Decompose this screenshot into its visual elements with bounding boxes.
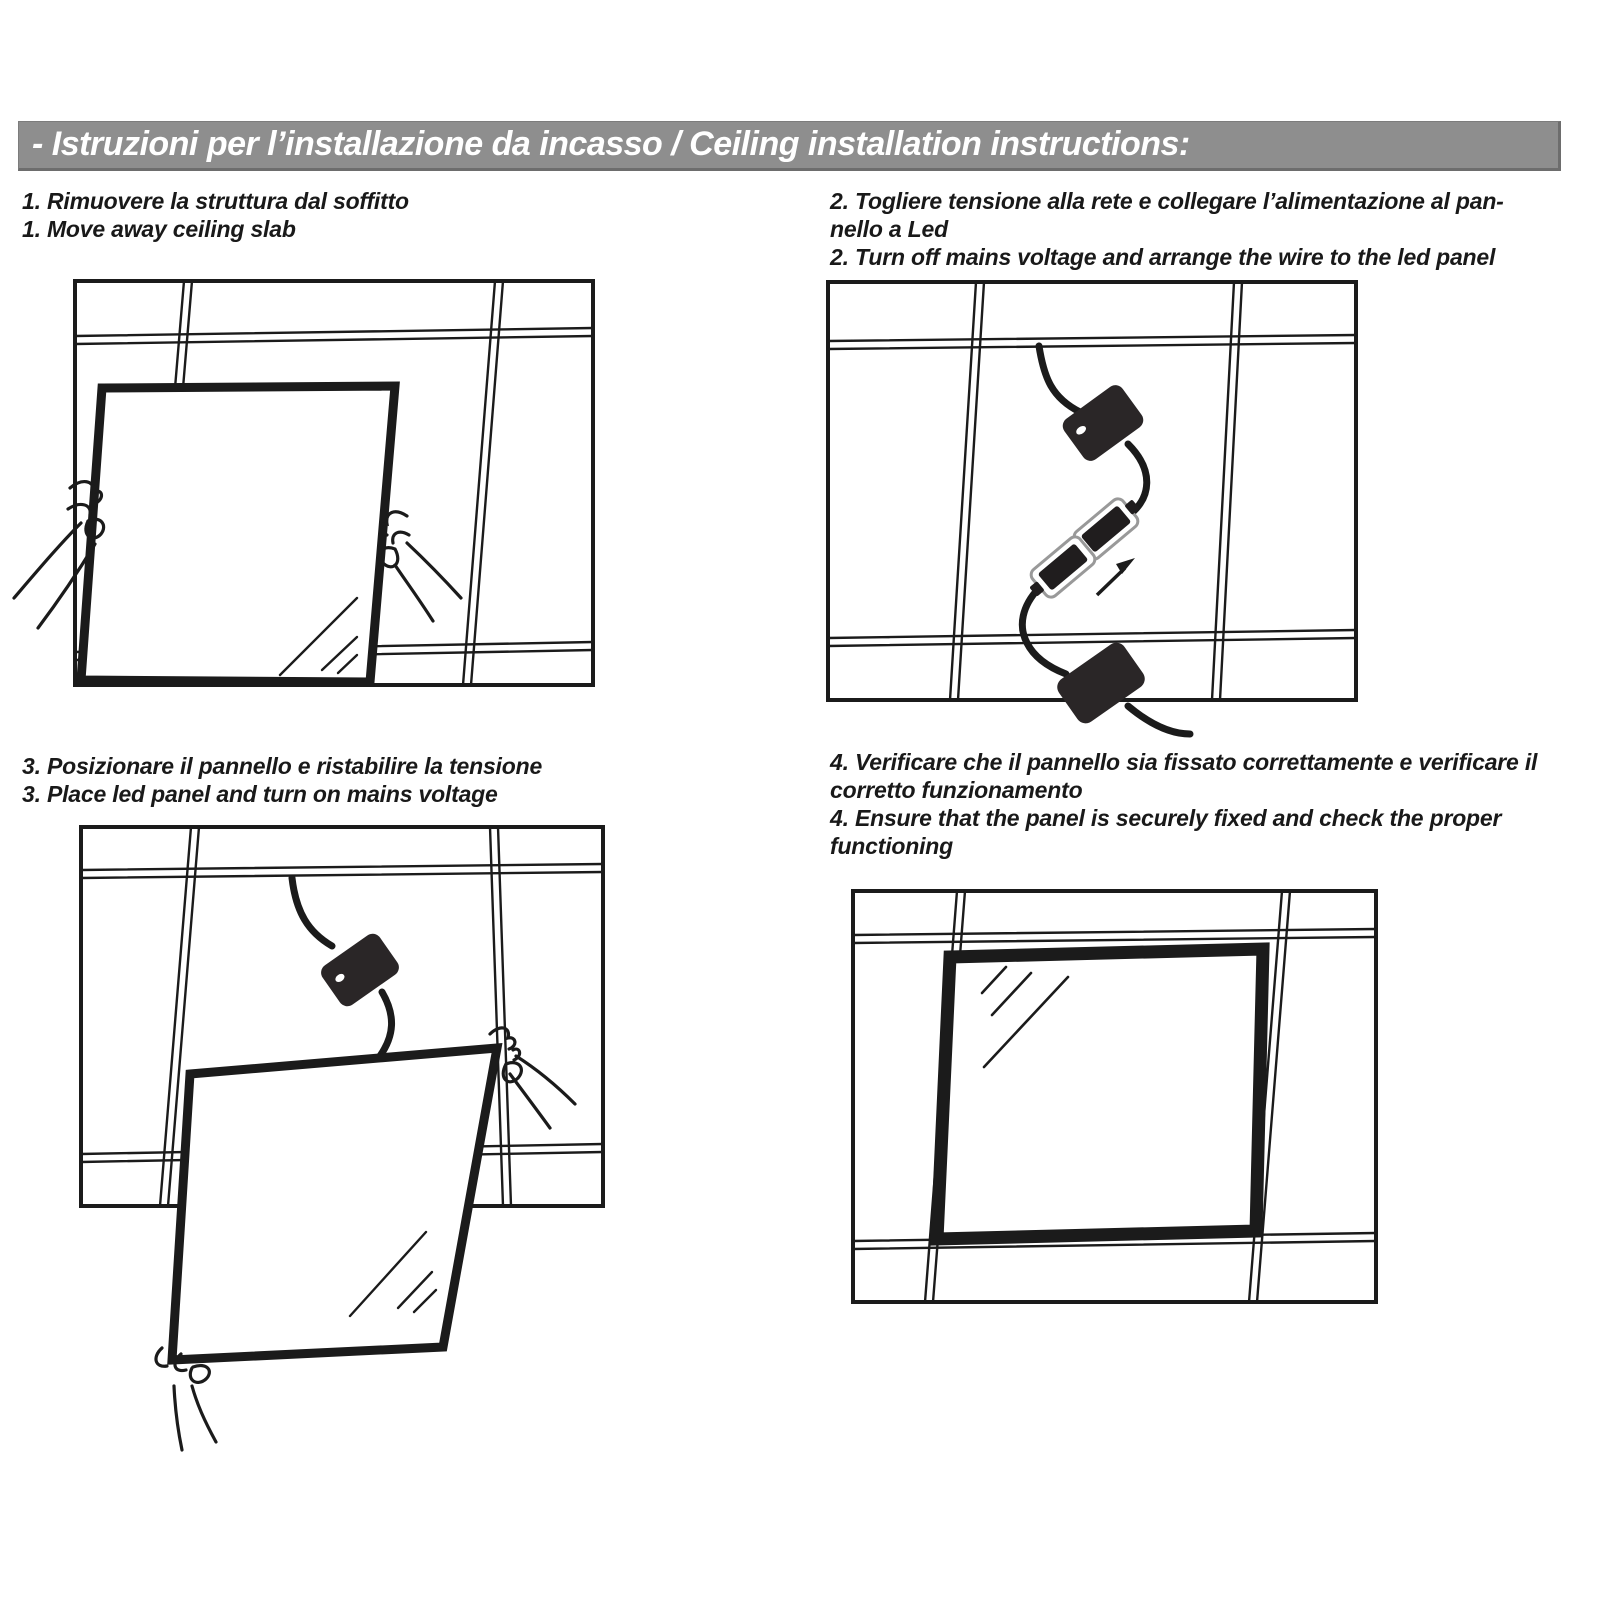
step-4-caption-line-en-2: functioning <box>830 833 953 859</box>
step-2-caption-line-it-2: nello a Led <box>830 216 948 242</box>
ceiling-grid <box>828 282 1356 700</box>
step-3-illustration <box>70 820 615 1465</box>
step-4-illustration <box>845 885 1385 1310</box>
step-2-caption-line-it-1: 2. Togliere tensione alla rete e collegare l’alimentazione al pan- <box>830 188 1504 214</box>
step-4-caption-line-it-1: 4. Verificare che il pannello sia fissato correttamente e verificare il <box>830 749 1538 775</box>
step-2-caption <box>830 187 1504 271</box>
step-4-caption <box>830 748 1537 860</box>
led-panel <box>172 1048 497 1360</box>
step-1-caption-line-it: 1. Rimuovere la struttura dal soffitto <box>22 188 409 214</box>
page-title: - Istruzioni per l’installazione da incasso / Ceiling installation instructions: <box>32 125 1190 163</box>
step-3-caption-line-en: 3. Place led panel and turn on mains voltage <box>22 781 498 807</box>
led-panel-installed <box>937 949 1263 1239</box>
step-3-caption <box>22 752 542 808</box>
led-panel <box>81 386 395 682</box>
step-2-caption-line-en: 2. Turn off mains voltage and arrange the wire to the led panel <box>830 244 1496 270</box>
step-1-caption <box>22 187 409 243</box>
step-4-caption-line-en-1: 4. Ensure that the panel is securely fixed and check the proper <box>830 805 1502 831</box>
step-1-caption-line-en: 1. Move away ceiling slab <box>22 216 296 242</box>
step-3-caption-line-it: 3. Posizionare il pannello e ristabilire la tensione <box>22 753 543 779</box>
section-header <box>18 121 1561 171</box>
step-1-illustration <box>8 276 598 690</box>
step-2-illustration <box>820 276 1365 746</box>
step-4-caption-line-it-2: corretto funzionamento <box>830 777 1083 803</box>
